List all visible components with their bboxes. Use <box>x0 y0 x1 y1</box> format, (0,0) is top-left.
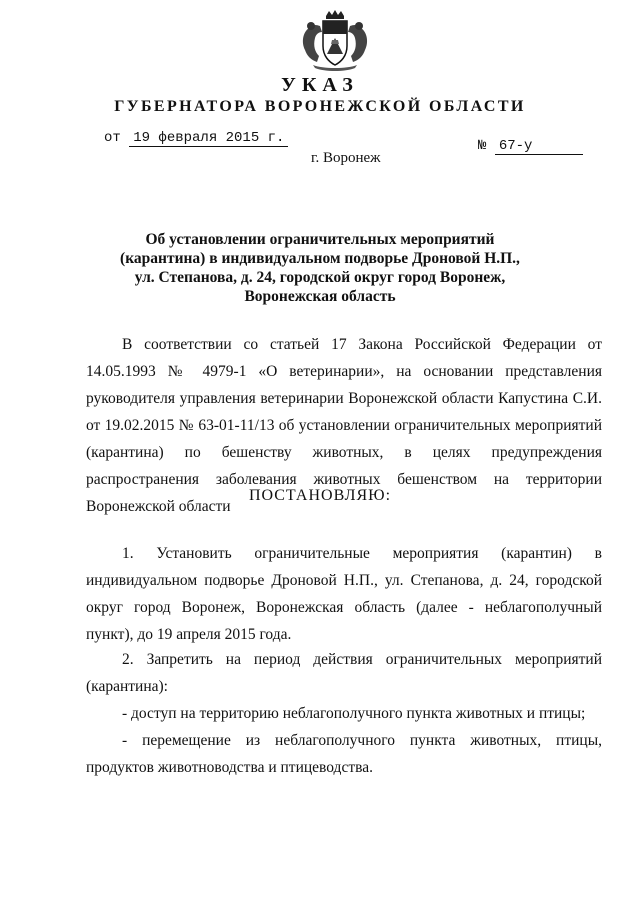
document-city: г. Воронеж <box>311 150 381 166</box>
heading-line: Об установлении ограничительных мероприятий <box>145 231 495 248</box>
document-subtitle: ГУБЕРНАТОРА ВОРОНЕЖСКОЙ ОБЛАСТИ <box>114 98 526 115</box>
coat-of-arms-icon <box>295 10 375 72</box>
heading-line: Воронежская область <box>244 288 396 305</box>
heading-line: (карантина) в индивидуальном подворье Дроновой Н.П., <box>120 250 520 267</box>
number-prefix: № <box>478 138 487 154</box>
date-prefix: от <box>104 130 121 146</box>
decree-heading: ПОСТАНОВЛЯЮ: <box>248 487 392 504</box>
document-date <box>104 130 288 146</box>
clause-1: 1. Установить ограничительные мероприятия (карантин) в индивидуальном подворье Дроновой Н.П., ул. Степанова, д. 24, городской округ город Воронеж, Воронежская область (далее - неблагополучный пункт), до 19 апреля 2015 года. <box>86 545 606 643</box>
document-number <box>478 138 583 155</box>
clause-2-item: - перемещение из неблагополучного пункта животных, птицы, продуктов животноводства и птицеводства. <box>86 732 602 776</box>
clause-2-item: - доступ на территорию неблагополучного пункта животных и птицы; <box>122 705 586 722</box>
document-title: УКАЗ <box>281 74 359 96</box>
preamble-paragraph: В соответствии со статьей 17 Закона Российской Федерации от 14.05.1993 № 4979-1 «О ветеринарии», на основании представления руководителя управления ветеринарии Воронежской области Капустина С.И. от 19.02.2015 № 63-01-11/13 об установлении ограничительных мероприятий (карантина) по бешенству животных, в целях предупреждения распространения заболевания животных бешенством на территории Воронежской области <box>86 336 602 515</box>
number-value: 67-у <box>495 138 583 155</box>
date-value: 19 февраля 2015 г. <box>129 130 288 147</box>
clause-2: 2. Запретить на период действия ограничительных мероприятий (карантина): <box>86 651 606 695</box>
heading-line: ул. Степанова, д. 24, городской округ город Воронеж, <box>134 269 506 286</box>
document-heading <box>100 230 540 306</box>
